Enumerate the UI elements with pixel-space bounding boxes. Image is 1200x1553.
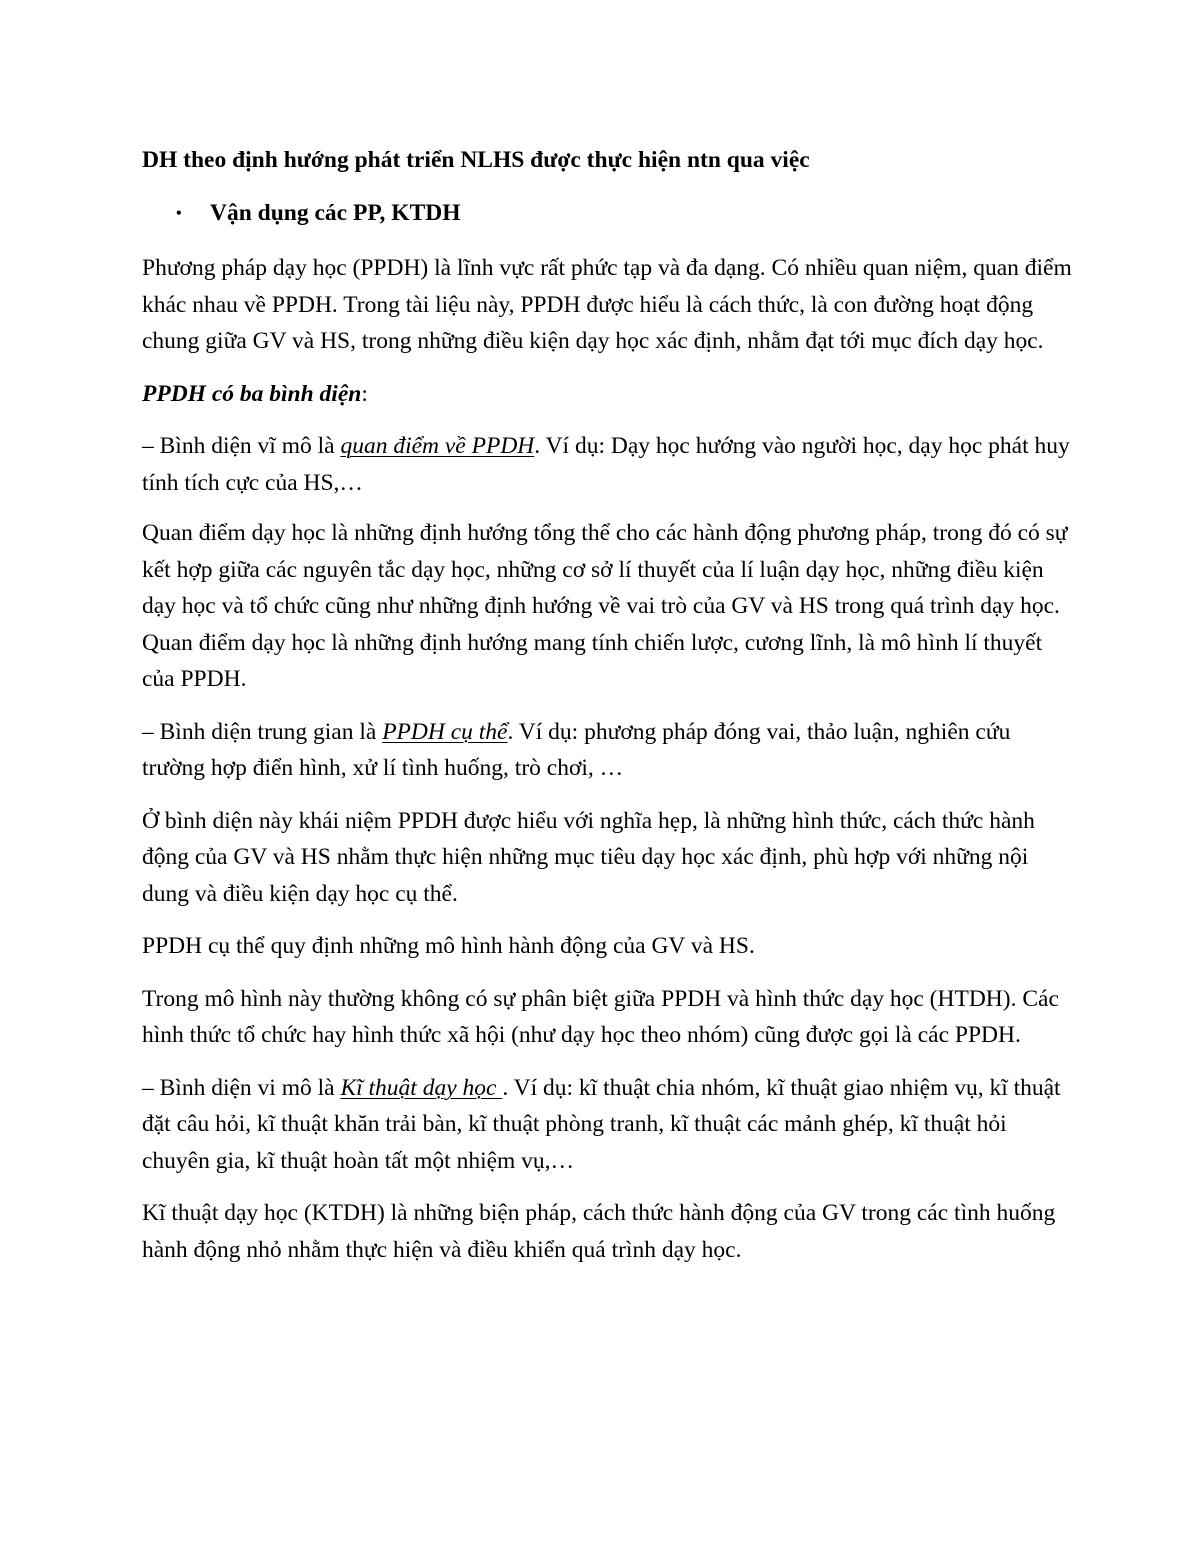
vimo-prefix: – Bình diện vĩ mô là: [142, 433, 341, 459]
document-title: DH theo định hướng phát triển NLHS được thực hiện ntn qua việc: [142, 147, 810, 173]
bullet-icon: •: [176, 204, 182, 222]
subheading-ba-binh-dien: [142, 376, 1072, 413]
paragraph-ktdh-definition: Kĩ thuật dạy học (KTDH) là những biện pháp, cách thức hành động của GV trong các tình huống hành động nhỏ nhằm thực hiện và điều khiển quá trình dạy học.: [142, 1200, 1056, 1263]
paragraph-ppdh-definition: Phương pháp dạy học (PPDH) là lĩnh vực rất phức tạp và đa dạng. Có nhiều quan niệm, quan điểm khác nhau về PPDH. Trong tài liệu này, PPDH được hiểu là cách thức, là con đường hoạt động chung giữa GV và HS, trong những điều kiện dạy học xác định, nhằm đạt tới mục đích dạy học.: [142, 255, 1072, 354]
bullet-item: [142, 195, 1072, 235]
paragraph-vi-mo-level: [142, 428, 1072, 501]
subheading-colon: :: [361, 380, 368, 407]
vimo-suffix: . Ví dụ: Dạy học hướng vào người học, dạy học phát huy tính tích cực của HS,…: [142, 433, 1070, 496]
paragraph-binh-dien-nay: Ở bình diện này khái niệm PPDH được hiểu với nghĩa hẹp, là những hình thức, cách thức hành động của GV và HS nhằm thực hiện những mục tiêu dạy học xác định, phù hợp với những nội dung và điều kiện dạy học cụ thể.: [142, 807, 1035, 907]
paragraph-trung-gian-level: [142, 714, 1072, 787]
paragraph-quan-diem-day-hoc: Quan điểm dạy học là những định hướng tổng thể cho các hành động phương pháp, trong đó có sự kết hợp giữa các nguyên tắc dạy học, những cơ sở lí thuyết của lí luận dạy học, những điều kiện dạy học và tổ chức cũng như những định hướng về vai trò của GV và HS trong quá trình dạy học. Quan điểm dạy học là những định hướng mang tính chiến lược, cương lĩnh, là mô hình lí thuyết của PPDH.: [142, 520, 1068, 692]
paragraph-vi-mo-ktdh: [142, 1070, 1072, 1180]
vi-mo-prefix: – Bình diện vi mô là: [142, 1074, 341, 1101]
vi-mo-suffix: . Ví dụ: kĩ thuật chia nhóm, kĩ thuật giao nhiệm vụ, kĩ thuật đặt câu hỏi, kĩ thuật khăn trải bàn, kĩ thuật phòng tranh, kĩ thuật các mảnh ghép, kĩ thuật hỏi chuyên gia, kĩ thuật hoàn tất một nhiệm vụ,…: [142, 1074, 1061, 1174]
paragraph-mo-hinh: Trong mô hình này thường không có sự phân biệt giữa PPDH và hình thức dạy học (HTDH). Các hình thức tổ chức hay hình thức xã hội (như dạy học theo nhóm) cũng được gọi là các PPDH.: [142, 985, 1059, 1048]
subheading-text: PPDH có ba bình diện: [142, 380, 362, 407]
link-quan-diem-ppdh[interactable]: quan điểm về PPDH: [340, 433, 535, 459]
document-body: [142, 142, 1072, 1284]
trung-gian-prefix: – Bình diện trung gian là: [142, 718, 383, 745]
link-ppdh-cu-the[interactable]: PPDH cụ thể: [382, 718, 508, 745]
link-ki-thuat-day-hoc[interactable]: Kĩ thuật dạy học: [340, 1074, 503, 1101]
trung-gian-suffix: . Ví dụ: phương pháp đóng vai, thảo luận, nghiên cứu trường hợp điển hình, xử lí tình huống, trò chơi, …: [142, 718, 1011, 781]
paragraph-ppdh-cu-the: PPDH cụ thể quy định những mô hình hành động của GV và HS.: [142, 933, 755, 959]
bullet-text: Vận dụng các PP, KTDH: [210, 199, 461, 226]
